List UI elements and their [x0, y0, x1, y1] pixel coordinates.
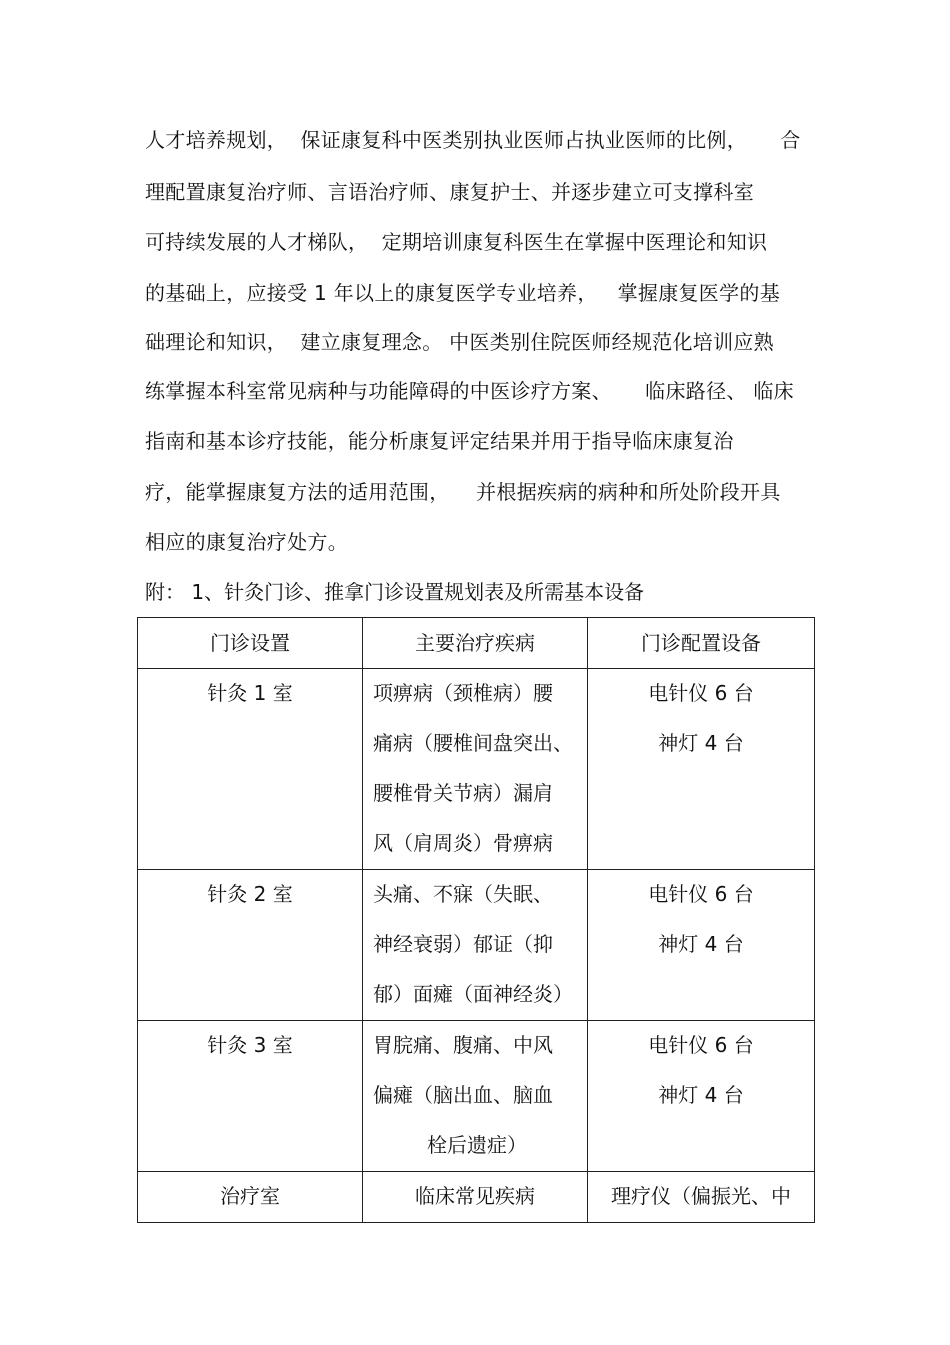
- equipment-line: 神灯 4 台: [658, 932, 744, 956]
- paragraph-line-9: 相应的康复治疗处方。: [145, 530, 348, 554]
- disease-line: 偏瘫（脑出血、脑血: [373, 1083, 553, 1107]
- clinic-setup-table: [137, 617, 815, 1223]
- header-equipment: 门诊配置设备: [588, 618, 815, 669]
- disease-line: 项痹病（颈椎病）腰: [373, 681, 553, 705]
- paragraph-line-2: 理配置康复治疗师、言语治疗师、康复护士、并逐步建立可支撑科室: [145, 180, 754, 204]
- disease-line: 头痛、不寐（失眠、: [373, 882, 553, 906]
- disease-line: 栓后遗症）: [427, 1133, 527, 1157]
- room-name: 针灸 2 室: [207, 882, 293, 906]
- equipment-line: 电针仪 6 台: [648, 681, 754, 705]
- equipment-line: 电针仪 6 台: [648, 1033, 754, 1057]
- header-room: 门诊设置: [138, 618, 363, 669]
- table-header-row: [138, 618, 815, 669]
- equipment-line: 神灯 4 台: [658, 731, 744, 755]
- disease-line: 胃脘痛、腹痛、中风: [373, 1033, 553, 1057]
- room-name: 针灸 1 室: [207, 681, 293, 705]
- table-row: [138, 669, 815, 870]
- disease-cell: [363, 1021, 588, 1172]
- paragraph-line-4: 的基础上，应接受 1 年以上的康复医学专业培养， 掌握康复医学的基: [145, 281, 781, 305]
- room-cell: [138, 1172, 363, 1223]
- table-row: [138, 870, 815, 1021]
- disease-line: 临床常见疾病: [415, 1184, 535, 1208]
- table-caption: 附： 1、针灸门诊、推拿门诊设置规划表及所需基本设备: [145, 580, 645, 604]
- equipment-cell: [588, 669, 815, 870]
- paragraph-line-5: 础理论和知识， 建立康复理念。 中医类别住院医师经规范化培训应熟: [145, 330, 774, 354]
- equipment-cell: [588, 870, 815, 1021]
- room-name: 针灸 3 室: [207, 1033, 293, 1057]
- disease-line: 腰椎骨关节病）漏肩: [373, 781, 553, 805]
- equipment-cell: [588, 1172, 815, 1223]
- equipment-cell: [588, 1021, 815, 1172]
- room-name: 治疗室: [220, 1184, 280, 1208]
- disease-line: 痛病（腰椎间盘突出、: [373, 731, 573, 755]
- room-cell: [138, 1021, 363, 1172]
- disease-cell: [363, 669, 588, 870]
- paragraph-line-8: 疗，能掌握康复方法的适用范围， 并根据疾病的病种和所处阶段开具: [145, 480, 781, 504]
- room-cell: [138, 669, 363, 870]
- disease-line: 郁）面瘫（面神经炎）: [373, 982, 573, 1006]
- header-diseases: 主要治疗疾病: [363, 618, 588, 669]
- paragraph-line-6: 练掌握本科室常见病种与功能障碍的中医诊疗方案、 临床路径、 临床: [145, 379, 794, 403]
- disease-line: 风（肩周炎）骨痹病: [373, 831, 553, 855]
- table-row: [138, 1172, 815, 1223]
- paragraph-line-3: 可持续发展的人才梯队， 定期培训康复科医生在掌握中医理论和知识: [145, 230, 768, 254]
- room-cell: [138, 870, 363, 1021]
- disease-cell: [363, 1172, 588, 1223]
- table-row: [138, 1021, 815, 1172]
- equipment-line: 神灯 4 台: [658, 1083, 744, 1107]
- equipment-line: 理疗仪（偏振光、中: [611, 1184, 791, 1208]
- paragraph-line-7: 指南和基本诊疗技能，能分析康复评定结果并用于指导临床康复治: [145, 429, 734, 453]
- paragraph-line-1: 人才培养规划， 保证康复科中医类别执业医师占执业医师的比例， 合: [145, 128, 801, 152]
- disease-cell: [363, 870, 588, 1021]
- disease-line: 神经衰弱）郁证（抑: [373, 932, 553, 956]
- equipment-line: 电针仪 6 台: [648, 882, 754, 906]
